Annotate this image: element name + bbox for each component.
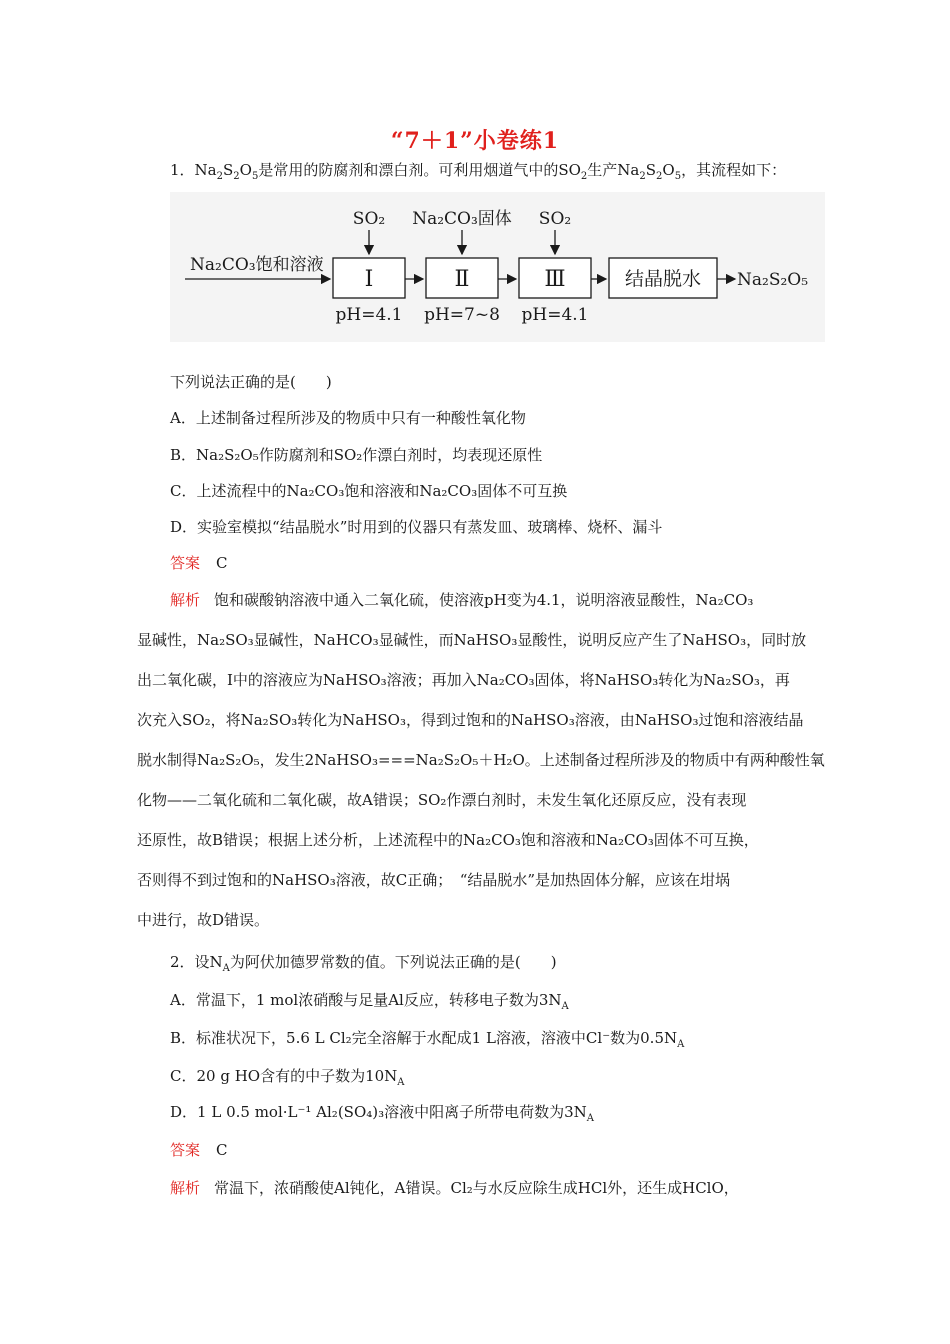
flow-add-2: Na₂CO₃固体 bbox=[412, 209, 512, 229]
flow-box-4-label: 结晶脱水 bbox=[624, 268, 702, 290]
flow-ph-2: pH=7~8 bbox=[424, 305, 500, 325]
flow-ph-1: pH=4.1 bbox=[335, 305, 403, 325]
flow-box-2-label: Ⅱ bbox=[454, 267, 470, 292]
q1-answer bbox=[170, 553, 850, 573]
flow-add-1: SO₂ bbox=[352, 209, 386, 229]
flow-output-label: Na₂S₂O₅ bbox=[737, 270, 809, 290]
q2-answer bbox=[170, 1140, 850, 1160]
q2-option-c: C．20 g HO含有的中子数为$10N_A$ bbox=[170, 1067, 405, 1088]
answer-value: C bbox=[216, 1141, 228, 1159]
q1-analysis-line-4: 次充入SO₂，将Na₂SO₃转化为NaHSO₃，得到过饱和的NaHSO₃溶液，由NaHSO₃过饱和溶液结晶 bbox=[137, 711, 804, 729]
q1-prompt: 下列说法正确的是( ) bbox=[170, 373, 332, 391]
q1-analysis-line-2: 显碱性，Na₂SO₃显碱性，NaHCO₃显碱性，而NaHSO₃显酸性，说明反应产生了NaHSO₃，同时放 bbox=[137, 631, 807, 649]
flow-ph-3: pH=4.1 bbox=[521, 305, 589, 325]
q2-analysis-line-1: 解析 常温下，浓硝酸使Al钝化，A错误。Cl₂与水反应除生成HCl外，还生成HClO， bbox=[170, 1179, 739, 1197]
q1-analysis-line-6: 化物——二氧化硫和二氧化碳，故A错误；SO₂作漂白剂时，未发生氧化还原反应，没有表现 bbox=[137, 791, 747, 809]
answer-label: 答案 bbox=[170, 554, 201, 572]
page-title: “7＋1”小卷练1 bbox=[390, 128, 560, 154]
q1-analysis-line-9: 中进行，故D错误。 bbox=[137, 911, 270, 929]
q2-stem: 2．设$N_A$为阿伏加德罗常数的值。下列说法正确的是( ) bbox=[170, 953, 557, 974]
q1-option-c: C．上述流程中的Na₂CO₃饱和溶液和Na₂CO₃固体不可互换 bbox=[170, 482, 568, 500]
flow-input-label: Na₂CO₃饱和溶液 bbox=[190, 255, 324, 275]
flow-box-3-label: Ⅲ bbox=[544, 267, 566, 292]
q1-option-d: D．实验室模拟“结晶脱水”时用到的仪器只有蒸发皿、玻璃棒、烧杯、漏斗 bbox=[170, 518, 663, 536]
q2-option-b: B．标准状况下，5.6 L Cl₂完全溶解于水配成1 L溶液，溶液中Cl⁻数为$0.5N_A$ bbox=[170, 1029, 685, 1050]
q1-analysis-line-1: 解析 饱和碳酸钠溶液中通入二氧化硫，使溶液pH变为4.1，说明溶液显酸性，Na₂CO₃ bbox=[170, 591, 754, 609]
q1-stem: 1．$Na_2S_2O_5$是常用的防腐剂和漂白剂。可利用烟道气中的$SO_2$生产$Na_2S_2O_5$，其流程如下： bbox=[170, 161, 787, 182]
q1-analysis-line-5: 脱水制得Na₂S₂O₅，发生2NaHSO₃===Na₂S₂O₅＋H₂O。上述制备过程所涉及的物质中有两种酸性氧 bbox=[137, 751, 825, 769]
q1-option-a: A．上述制备过程所涉及的物质中只有一种酸性氧化物 bbox=[170, 409, 526, 427]
answer-value: C bbox=[216, 554, 228, 572]
q1-analysis-line-8: 否则得不到过饱和的NaHSO₃溶液，故C正确； “结晶脱水”是加热固体分解，应该在坩埚 bbox=[137, 871, 731, 889]
flow-add-3: SO₂ bbox=[538, 209, 572, 229]
q1-analysis-line-7: 还原性，故B错误；根据上述分析，上述流程中的Na₂CO₃饱和溶液和Na₂CO₃固体不可互换， bbox=[137, 831, 759, 849]
flow-box-1-label: Ⅰ bbox=[364, 267, 374, 292]
q2-option-d: D．1 L 0.5 mol·L⁻¹ Al₂(SO₄)₃溶液中阳离子所带电荷数为$3N_A$ bbox=[170, 1103, 595, 1124]
q1-option-b: B．Na₂S₂O₅作防腐剂和SO₂作漂白剂时，均表现还原性 bbox=[170, 446, 543, 464]
process-flow-diagram bbox=[170, 192, 825, 342]
q1-analysis-line-3: 出二氧化碳，Ⅰ中的溶液应为NaHSO₃溶液；再加入Na₂CO₃固体，将NaHSO₃转化为Na₂SO₃，再 bbox=[137, 671, 790, 689]
q2-option-a: A．常温下，1 mol浓硝酸与足量Al反应，转移电子数为$3N_A$ bbox=[170, 991, 569, 1012]
answer-label: 答案 bbox=[170, 1141, 201, 1159]
analysis-label: 解析 bbox=[170, 591, 201, 609]
analysis-label: 解析 bbox=[170, 1179, 201, 1197]
